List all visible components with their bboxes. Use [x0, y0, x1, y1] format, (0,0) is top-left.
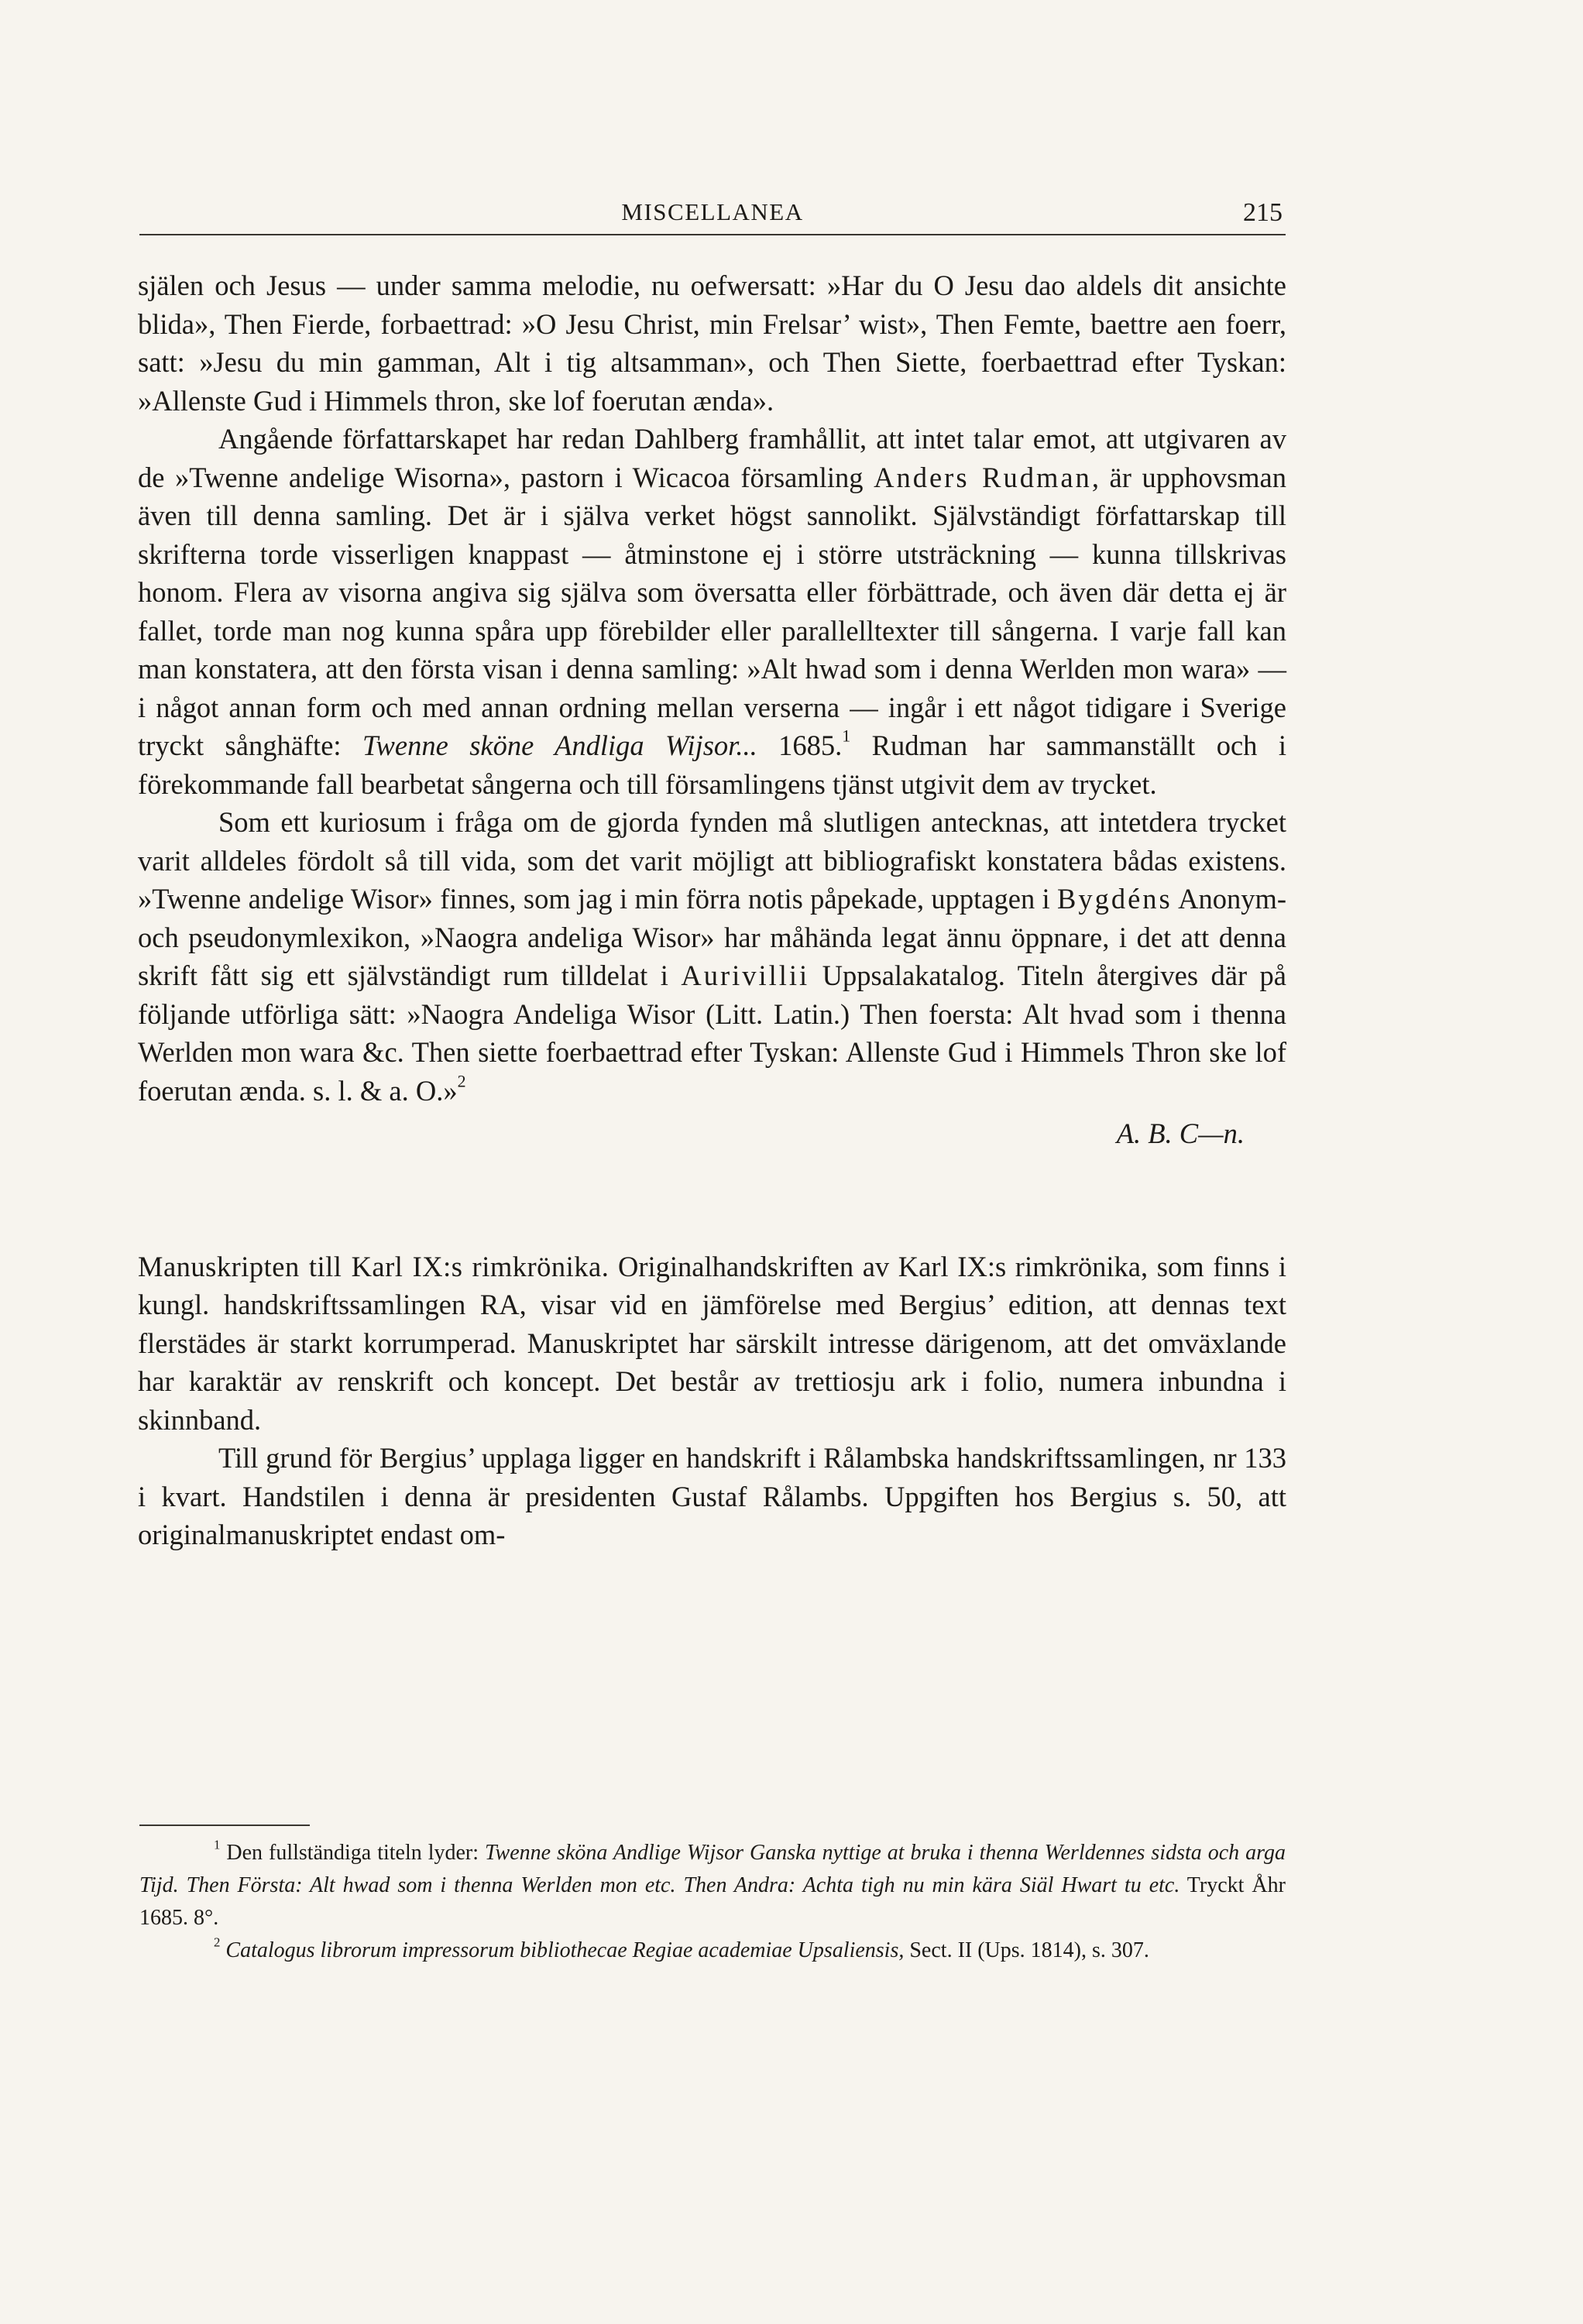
- text-segment: 1685.: [757, 729, 843, 761]
- text-segment: Tryckt Åhr 1685. 8°.: [139, 1873, 1286, 1930]
- paragraph-authorship: [138, 420, 1286, 803]
- paragraph-continuation: själen och Jesus — under samma melodie, nu oefwersatt: »Har du O Jesu dao aldels dit ansichte blida», Then Fierde, forbaettrad: »O Jesu Christ, min Frelsar’ wist», Then Femte, baettre aen foerr, satt: »Jesu du min gamman, Alt i tig altsamman», och Then Siette, foerbaettrad efter Tyskan: »Allenste Gud i Himmels thron, ske lof foerutan ænda».: [138, 269, 1286, 417]
- body-text: [138, 266, 1286, 1554]
- paragraph-curiosity: [138, 803, 1286, 1110]
- footnote-divider: [139, 1825, 310, 1826]
- article-title: Manuskripten till Karl IX:s rimkrönika.: [138, 1250, 610, 1282]
- footnote-number: 1: [214, 1837, 221, 1852]
- text-segment: Uppsalakatalog. Titeln återgives där på följande utförliga sätt: »Naogra Andeliga Wisor (Litt. Latin.) Then foersta: Alt hvad som i thenna Werlden mon wara &c. Then siette foerbaettrad efter Tyskan: Allenste Gud i Himmels Thron ske lof foerutan ænda. s. l. & a. O.»: [138, 959, 1286, 1107]
- paragraph-article2-body: Till grund för Bergius’ upplaga ligger en handskrift i Rålambska handskriftssamlingen, nr 133 i kvart. Handstilen i denna är presidenten Gustaf Rålambs. Uppgiften hos Bergius s. 50, att originalmanuskriptet endast om-: [138, 1442, 1286, 1550]
- text-segment: Angående författarskapet har redan Dahlberg framhållit, att intet talar emot, att utgivaren av de »Twenne andelige Wisorna», pastorn i Wicacoa församling: [138, 423, 1286, 493]
- text-segment: Rudman har sammanställt och i förekommande fall bearbetat sångerna och till församlingens tjänst utgivit dem av trycket.: [138, 729, 1286, 800]
- text-segment: Anonym- och pseudonymlexikon, »Naogra andeliga Wisor» har måhända legat ännu öppnare, i det att denna skrift fått sig ett självständigt rum tilldelat i: [138, 883, 1286, 991]
- running-head: MISCELLANEA: [621, 198, 804, 225]
- text-segment: Originalhandskriften av Karl IX:s rimkrönika, som finns i kungl. handskriftssamlingen RA, visar vid en jämförelse med Bergius’ edition, att dennas text flerstädes är starkt korrumperad. Manuskriptet har särskilt intresse därigenom, att det omväxlande har karaktär av renskrift och koncept. Det består av trettiosju ark i folio, numera inbundna i skinnband.: [138, 1250, 1286, 1436]
- footnote-title: Twenne sköna Andlige Wijsor Ganska nyttige at bruka i thenna Werldennes sidsta och arga Tijd. Then Första: Alt hwad som i thenna Werlden mon etc. Then Andra: Achta tigh nu min kära Siäl Hwart tu etc.: [139, 1841, 1286, 1897]
- footnote-title: Catalogus librorum impressorum bibliothecae Regiae academiae Upsaliensis,: [220, 1938, 905, 1962]
- text-segment: Som ett kuriosum i fråga om de gjorda fynden må slutligen antecknas, att intetdera trycket varit alldeles fördolt så till vida, som det varit möjligt att bibliografiskt konstatera bådas existens. »Twenne andelige Wisor» finnes, som jag i min förra notis påpekade, upptagen i: [138, 806, 1286, 915]
- text-segment: Sect. II (Ups. 1814), s. 307.: [904, 1938, 1149, 1962]
- name-bygden: Bygdéns: [1057, 883, 1173, 915]
- author-signature: A. B. C—n.: [1116, 1117, 1245, 1149]
- work-title: Twenne sköne Andliga Wijsor...: [362, 729, 757, 761]
- page-header: [139, 198, 1286, 235]
- footnote-1: [139, 1837, 1286, 1934]
- footnote-ref-2: 2: [457, 1070, 466, 1090]
- page-number: 215: [1243, 198, 1283, 227]
- footnote-2: [139, 1934, 1286, 1967]
- text-segment: , är upphovsman även till denna samling. Det är i själva verket högst sannolikt. Självständigt författarskap till skrifterna torde visserligen knappast — åtminstone ej i större utsträckning — kunna tillskrivas honom. Flera av visorna angiva sig själva som översatta eller förbättrade, och även där detta ej är fallet, torde man nog kunna spåra upp förebilder eller parallelltexter till sångerna. I varje fall kan man konstatera, att den första visan i denna samling: »Alt hwad som i denna Werlden mon wara» — i något annan form och med annan ordning mellan verserna — ingår i ett något tidigare i Sverige tryckt sånghäfte:: [138, 461, 1286, 761]
- footnote-ref-1: 1: [842, 726, 851, 746]
- paragraph-article2-intro: [138, 1248, 1286, 1440]
- name-aurivillii: Aurivillii: [681, 959, 810, 991]
- footnotes: [139, 1825, 1286, 1967]
- footnote-number: 2: [214, 1934, 221, 1950]
- author-name: Anders Rudman: [874, 461, 1092, 493]
- text-segment: Den fullständiga titeln lyder:: [220, 1841, 486, 1865]
